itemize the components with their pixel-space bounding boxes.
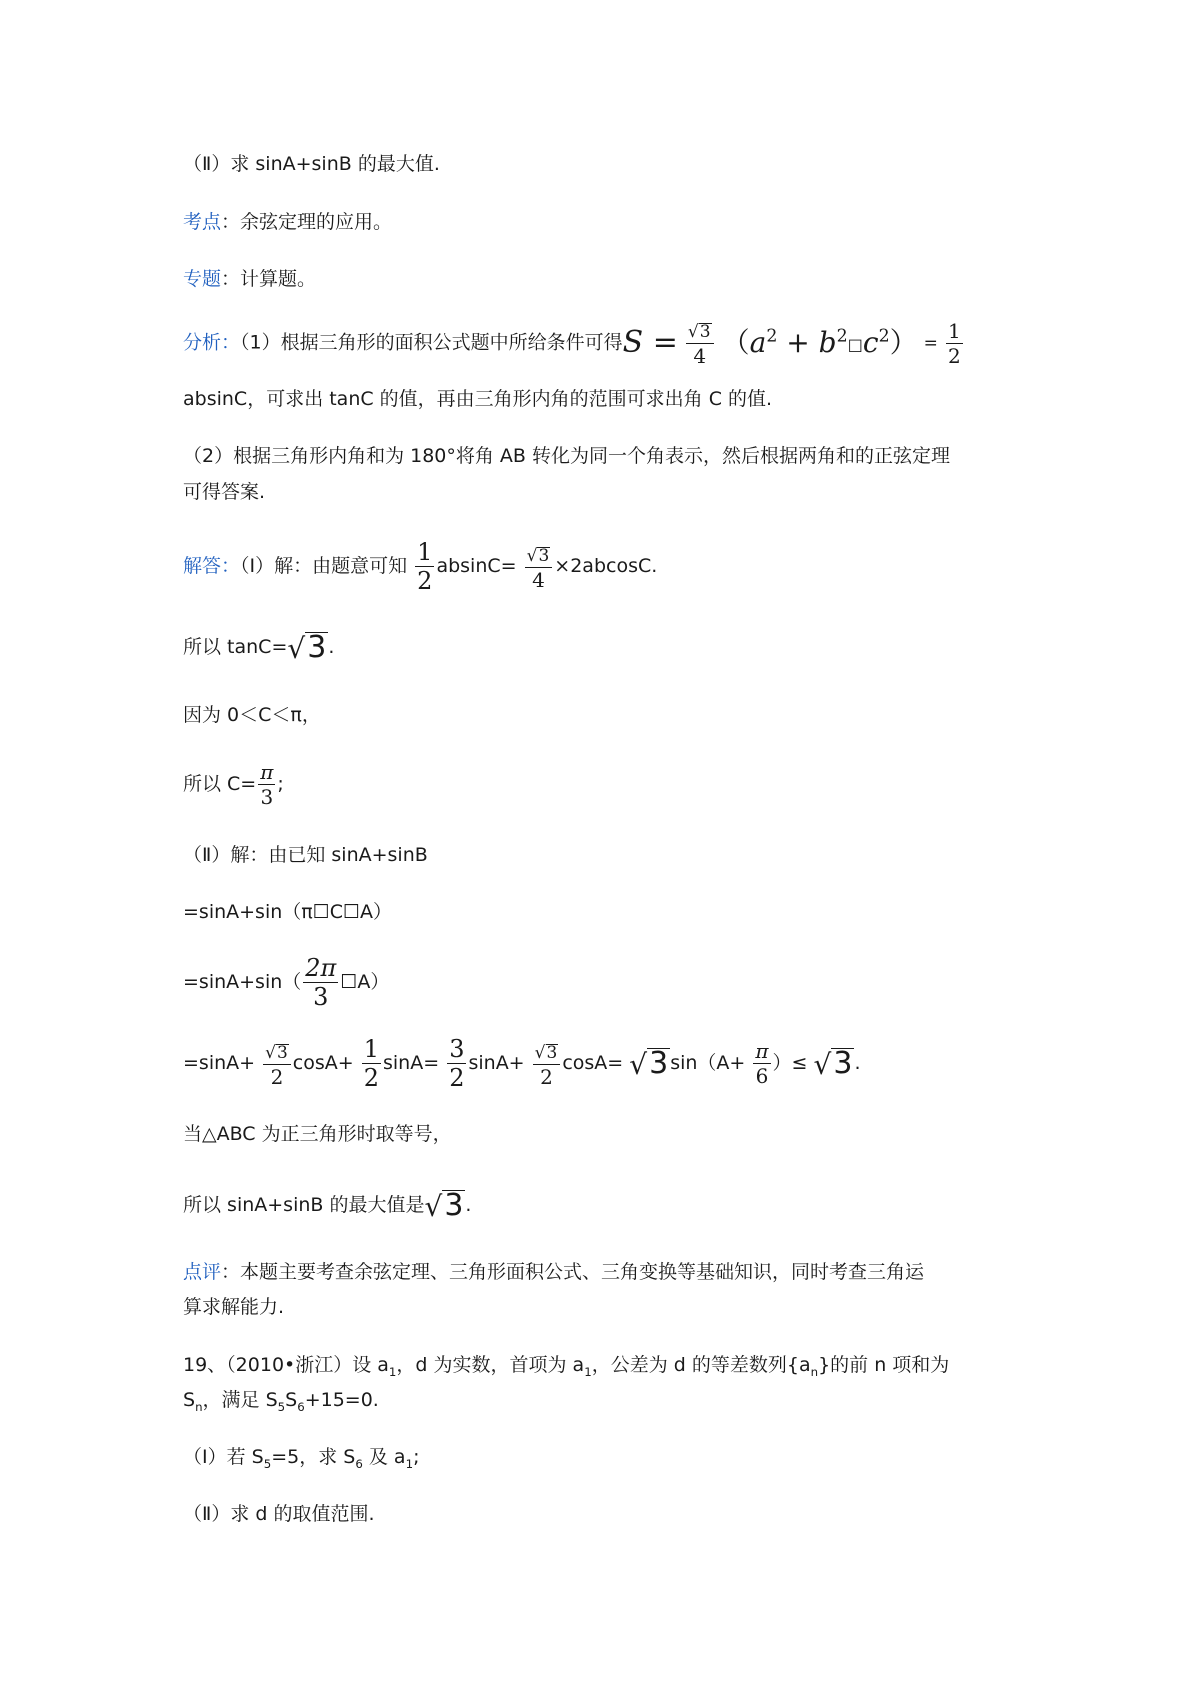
analysis-line-1: 分析：（1）根据三角形的面积公式题中所给条件可得S = √ 3 4 （$a^2$ + $b^2☐c^2$） = $\frac{1}{2}$: [183, 318, 961, 368]
fraction: √ 3 4: [525, 544, 553, 590]
exam-point-label: 考点: [183, 211, 222, 233]
solution-line-4: 所以 C= $\frac{\pi}{3}$ ;: [183, 760, 284, 809]
topic-label: 专题: [183, 268, 222, 290]
analysis-line-3: （2）根据三角形内角和为 180°将角 AB 转化为同一个角表示，然后根据两角和的正弦定理: [183, 445, 951, 467]
fraction: √ 3 4: [686, 320, 714, 366]
solution-line-7: =sinA+sin（ $\frac{2\pi}{3}$ ☐A）: [183, 954, 390, 1011]
problem-19-part-1: （Ⅰ）若 $S_5=5$，求 $S_6$ 及 $a_1$;: [183, 1446, 420, 1471]
solution-line-5: （Ⅱ）解：由已知 sinA+sinB: [183, 844, 428, 866]
question-part-2: （Ⅱ）求 sinA+sinB 的最大值.: [183, 153, 440, 175]
solution-label: 解答：: [183, 555, 241, 577]
radical: √ 3: [629, 1046, 669, 1081]
comment-line-2: 算求解能力.: [183, 1296, 285, 1318]
solution-line-3: 因为 0＜C＜π，: [183, 704, 321, 726]
radical: √ 3: [424, 1188, 464, 1223]
fraction: $\frac{1}{2}$: [417, 538, 433, 595]
problem-19-line-2: $S_n$，满足 $S_5S_6+15=0$.: [183, 1389, 379, 1414]
exam-point: 考点：余弦定理的应用。: [183, 211, 393, 233]
comment-label: 点评: [183, 1261, 222, 1283]
radical: √ 3: [287, 630, 327, 665]
fraction: $\frac{1}{2}$: [947, 318, 961, 368]
solution-line-6: =sinA+sin（π☐C☐A）: [183, 901, 393, 923]
solution-line-1: 解答：（Ⅰ）解：由题意可知 $\frac{1}{2}$ absinC= √ 3 4 ×2abcosC.: [183, 538, 658, 595]
problem-19-part-2: （Ⅱ）求 d 的取值范围.: [183, 1503, 375, 1525]
fraction: √ 3 2: [263, 1041, 291, 1087]
formula: （$a^2$ + $b^2☐c^2$）: [721, 326, 918, 360]
topic: 专题：计算题。: [183, 268, 317, 290]
fraction: $\frac{\pi}{3}$: [260, 760, 274, 809]
problem-19-line-1: 19、（2010•浙江）设 $a_1$，d 为实数，首项为 $a_1$，公差为 d 的等差数列$\{a_n\}$的前 n 项和为: [183, 1354, 950, 1379]
comment-line-1: 点评：本题主要考查余弦定理、三角形面积公式、三角变换等基础知识，同时考查三角运: [183, 1261, 925, 1283]
fraction: $\frac{2\pi}{3}$: [305, 954, 337, 1011]
radical: √ 3: [813, 1046, 853, 1081]
solution-line-8: =sinA+ √ 3 2 cosA+ $\frac{1}{2}$ sinA= $\frac{3}{2}$ sinA+ √ 3 2 cosA= √ 3 sin（A+ $\frac{\pi}{6}$ ）≤ √ 3 .: [183, 1035, 861, 1092]
fraction: $\frac{\pi}{6}$: [755, 1039, 769, 1088]
fraction: $\frac{1}{2}$: [363, 1035, 379, 1092]
fraction: $\frac{3}{2}$: [449, 1035, 465, 1092]
solution-line-9: 当△ABC 为正三角形时取等号，: [183, 1123, 452, 1145]
solution-line-2: 所以 tanC= √ 3 .: [183, 630, 335, 665]
fraction: √ 3 2: [533, 1041, 561, 1087]
analysis-line-2: absinC，可求出 tanC 的值，再由三角形内角的范围可求出角 C 的值.: [183, 388, 773, 410]
analysis-line-4: 可得答案.: [183, 481, 266, 503]
solution-line-10: 所以 sinA+sinB 的最大值是 √ 3 .: [183, 1188, 472, 1223]
analysis-label: 分析：: [183, 331, 241, 354]
